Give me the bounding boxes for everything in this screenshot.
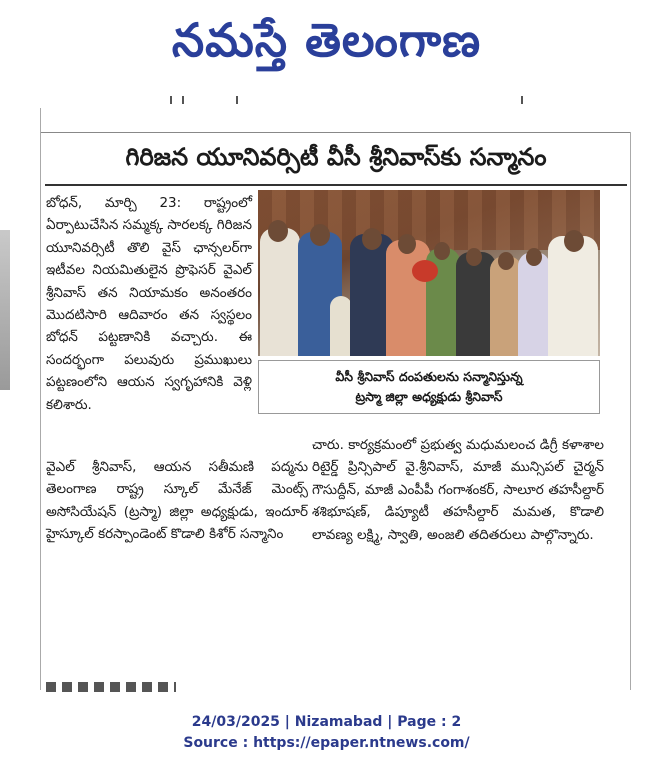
photo-person xyxy=(386,240,430,356)
photo-person xyxy=(518,252,550,356)
register-mark xyxy=(521,96,523,104)
caption-line-1: వీసీ శ్రీనివాస్ దంపతులను సన్మానిస్తున్న xyxy=(335,369,523,384)
footer-source-url: Source : https://epaper.ntnews.com/ xyxy=(183,735,470,751)
photo-head xyxy=(268,220,288,242)
clipping-border-left xyxy=(40,108,41,690)
article-column-left xyxy=(46,192,252,416)
source-footer xyxy=(0,712,653,754)
next-article-cut xyxy=(46,682,176,692)
footer-date-edition: 24/03/2025 | Nizamabad | Page : 2 xyxy=(191,714,462,730)
register-mark xyxy=(182,96,184,104)
photo-head xyxy=(564,230,584,252)
clipping-border-top xyxy=(40,132,631,133)
photo-head xyxy=(310,224,330,246)
adjacent-clipping xyxy=(0,230,10,390)
photo-head xyxy=(398,234,416,254)
register-mark xyxy=(170,96,172,104)
article-body-left-continued: వైఎల్ శ్రీనివాస్, ఆయన సతీమణి పద్మను తెలంగాణ రాష్ట్ర స్కూల్ మేనేజ్ మెంట్స్ అసోసియేషన్ (ట్రస్మా) జిల్లా అధ్యక్షుడు, ఇందూర్ హైస్కూల్ కరస్పాండెంట్ కొడాలి కిశోర్ సన్మానిం xyxy=(46,459,308,543)
article-column-right xyxy=(312,434,604,546)
article-body-right: చారు. కార్యక్రమంలో ప్రభుత్వ మధుమలంచ డిగ్రీ కళాశాల రిటైర్డ్ ప్రిన్సిపాల్ వై.శ్రీనివాస్, మాజీ మున్సిపల్ చైర్మన్ గౌసుద్దీన్, మాజీ ఎంపీపీ గంగాశంకర్, సాలూర తహసీల్దార్ శశిభూషణ్, డిప్యూటీ తహసీల్దార్ మమత, కొడాలి లావణ్య లక్ష్మి, స్వాతి, అంజలి తదితరులు పాల్గొన్నారు. xyxy=(312,437,604,543)
photo-head xyxy=(498,252,514,270)
article-headline: గిరిజన యూనివర్సిటీ వీసీ శ్రీనివాస్‌కు సన్మానం xyxy=(125,143,547,171)
caption-line-2: ట్రస్మా జిల్లా అధ్యక్షుడు శ్రీనివాస్ xyxy=(355,389,503,404)
register-mark xyxy=(236,96,238,104)
article-body-left: బోధన్, మార్చి 23: రాష్ట్రంలో ఏర్పాటుచేసిన సమ్మక్క సారలక్క గిరిజన యూనివర్సిటీ తొలి వైస్ ఛాన్సలర్‌గా ఇటీవల నియమితులైన ప్రొఫెసర్ వైఎల్ శ్రీనివాస్ తన నియామకం అనంతరం మొదటిసారి ఆదివారం తన స్వస్థలం బోధన్ పట్టణానికి వచ్చారు. ఈ సందర్భంగా పలువురు ప్రముఖులు పట్టణంలోని ఆయన స్వగృహానికి వెళ్లి కలిశారు. xyxy=(46,195,252,413)
newspaper-title: నమస్తే తెలంగాణ xyxy=(171,13,482,67)
photo-person xyxy=(548,236,598,356)
flower-bouquet xyxy=(412,260,438,282)
masthead xyxy=(0,0,653,92)
clipping-border-right xyxy=(630,132,631,690)
photo-head xyxy=(434,242,450,260)
article-photo xyxy=(258,190,600,356)
photo-head xyxy=(526,248,542,266)
photo-head xyxy=(362,228,382,250)
article-column-left-continued xyxy=(46,456,308,546)
headline-rule xyxy=(45,184,627,186)
photo-caption xyxy=(258,360,600,414)
photo-head xyxy=(466,248,482,266)
photo-person xyxy=(260,228,300,356)
photo-person xyxy=(330,296,352,356)
